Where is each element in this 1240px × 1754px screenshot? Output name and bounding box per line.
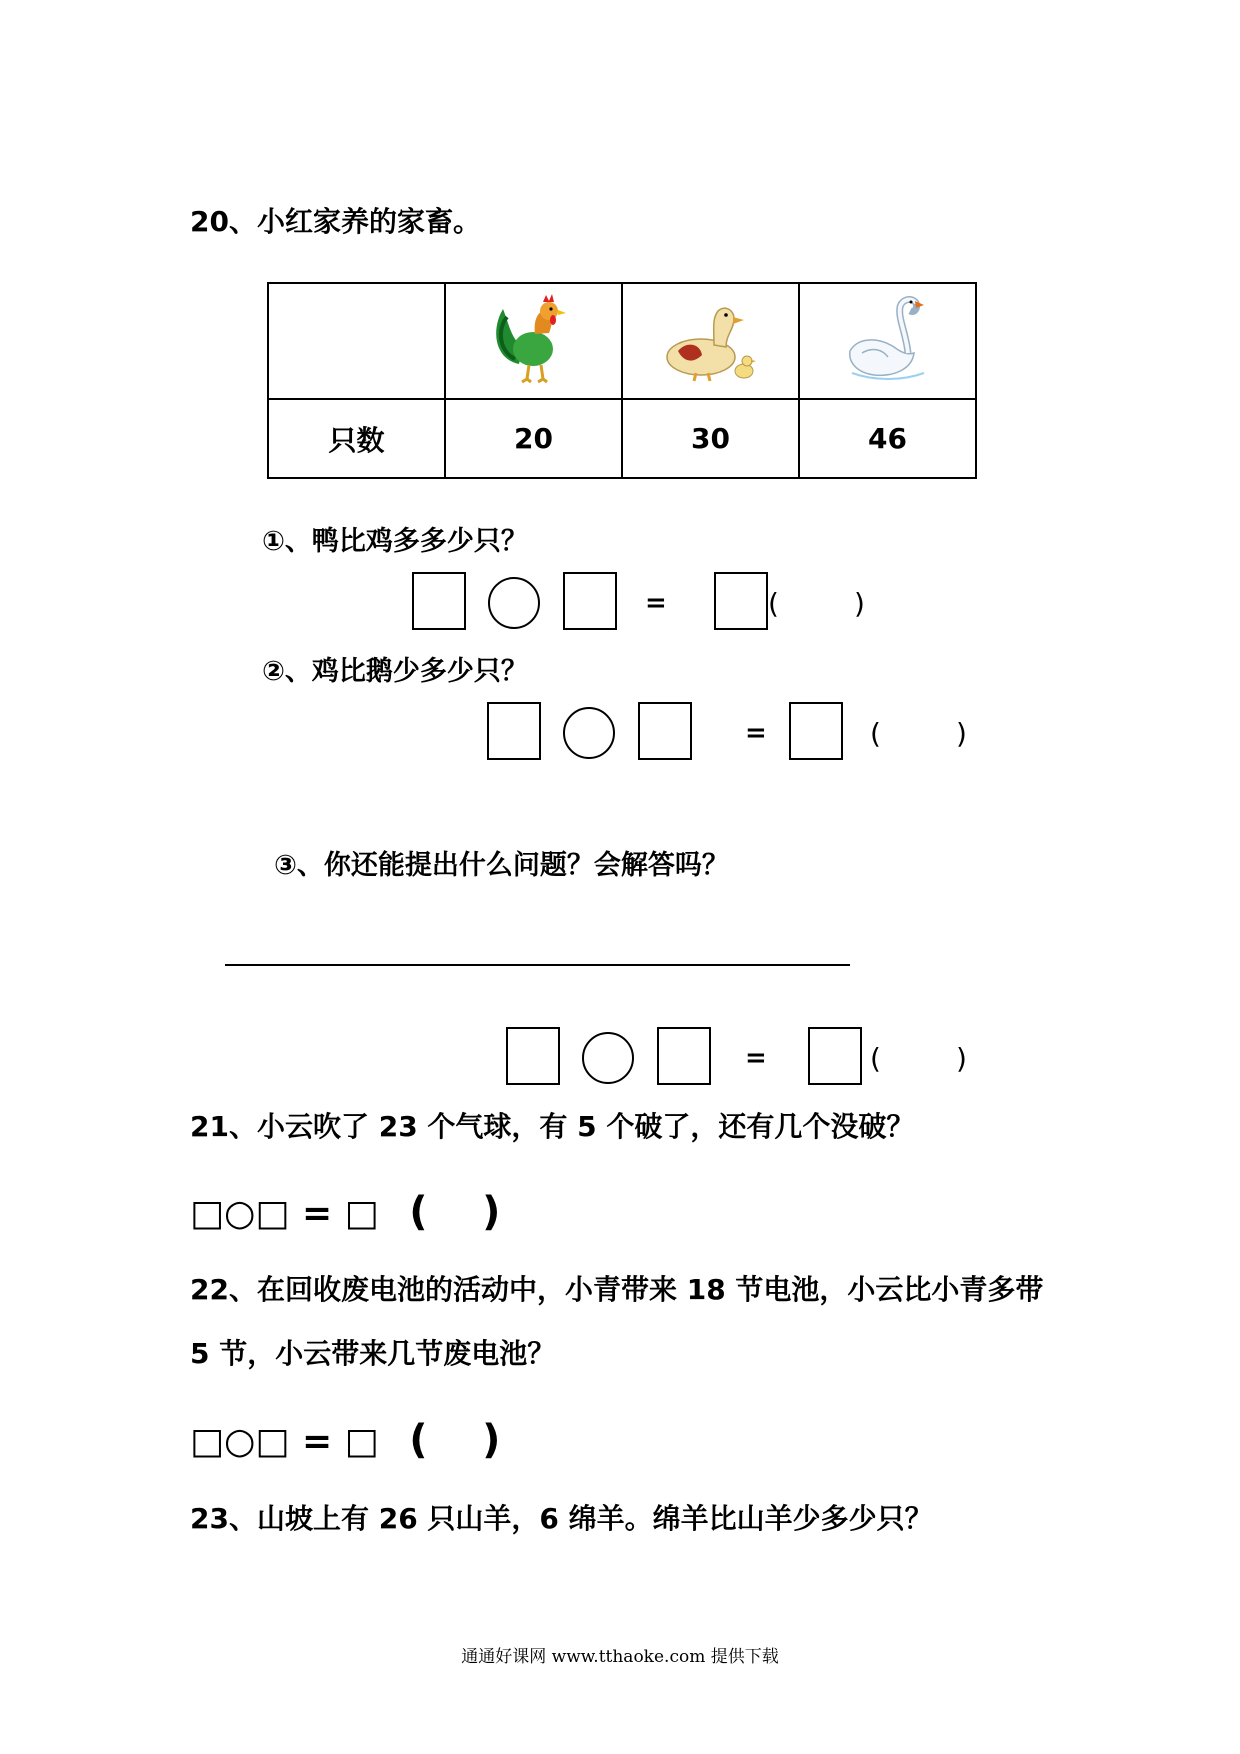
row-label: 只数 (268, 399, 445, 478)
question-20-title: 20、小红家养的家畜。 (190, 205, 481, 238)
table-row (268, 283, 976, 399)
formula-row (190, 1417, 501, 1463)
answer-box[interactable] (563, 572, 617, 630)
question-23-title: 23、山坡上有 26 只山羊，6 绵羊。绵羊比山羊少多少只？ (190, 1502, 933, 1535)
answer-box[interactable] (487, 702, 541, 760)
question-22-line-1: 22、在回收废电池的活动中，小青带来 18 节电池，小云比小青多带 (190, 1273, 1044, 1306)
operator-circle[interactable] (488, 577, 540, 629)
rooster-cell (445, 283, 622, 399)
paren-open: ( (870, 717, 881, 750)
duck-icon (656, 289, 766, 389)
rooster-count: 20 (445, 399, 622, 478)
question-21-title: 21、小云吹了 23 个气球，有 5 个破了，还有几个没破？ (190, 1110, 915, 1143)
livestock-table (267, 282, 977, 479)
paren-close: ) (854, 587, 865, 620)
answer-box[interactable] (789, 702, 843, 760)
paren-close: ) (482, 1189, 501, 1235)
paren-close: ) (482, 1417, 501, 1463)
duck-cell (622, 283, 799, 399)
answer-box[interactable] (412, 572, 466, 630)
rooster-icon (489, 289, 579, 389)
goose-cell (799, 283, 976, 399)
paren-close: ) (956, 1042, 967, 1075)
formula-template: □○□ = □ (190, 1193, 379, 1234)
subquestion-1: ①、鸭比鸡多多少只？ (262, 526, 528, 557)
formula-row (190, 1189, 501, 1235)
answer-box[interactable] (657, 1027, 711, 1085)
answer-box[interactable] (714, 572, 768, 630)
subquestion-3: ③、你还能提出什么问题？会解答吗？ (274, 850, 729, 881)
equals-sign: = (645, 588, 667, 618)
answer-box[interactable] (638, 702, 692, 760)
equals-sign: = (745, 1043, 767, 1073)
table-row (268, 399, 976, 478)
paren-open: ( (409, 1417, 428, 1463)
formula-template: □○□ = □ (190, 1421, 379, 1462)
paren-close: ) (956, 717, 967, 750)
paren-open: ( (409, 1189, 428, 1235)
operator-circle[interactable] (563, 707, 615, 759)
answer-box[interactable] (506, 1027, 560, 1085)
duck-count: 30 (622, 399, 799, 478)
goose-icon (838, 289, 938, 389)
answer-box[interactable] (808, 1027, 862, 1085)
subquestion-2: ②、鸡比鹅少多少只？ (262, 656, 528, 687)
paren-open: ( (768, 587, 779, 620)
question-22-line-2: 5 节，小云带来几节废电池？ (190, 1337, 556, 1370)
equals-sign: = (745, 718, 767, 748)
answer-line[interactable] (225, 964, 850, 966)
goose-count: 46 (799, 399, 976, 478)
table-corner-cell (268, 283, 445, 399)
paren-open: ( (870, 1042, 881, 1075)
operator-circle[interactable] (582, 1032, 634, 1084)
footer-credit: 通通好课网 www.tthaoke.com 提供下载 (461, 1647, 779, 1667)
